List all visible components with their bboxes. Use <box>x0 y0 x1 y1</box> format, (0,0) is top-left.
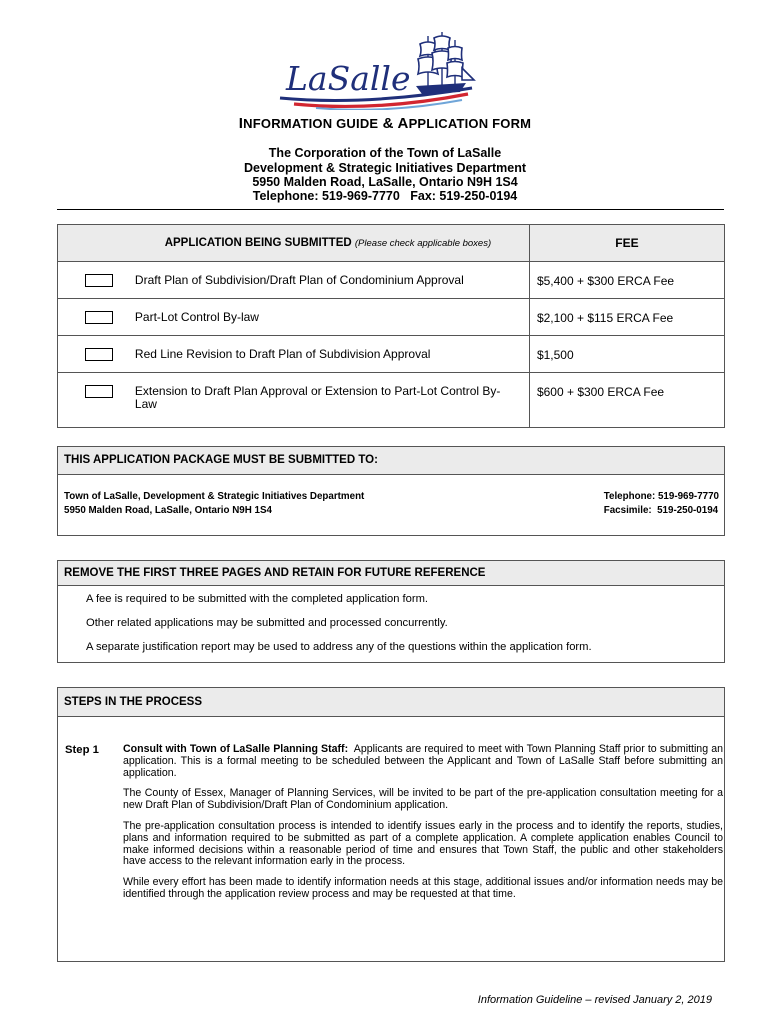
fee-value: $600 + $300 ERCA Fee <box>536 385 665 399</box>
submission-address: Town of LaSalle, Development & Strategic Initiatives Department 5950 Malden Road, LaSalle, Ontario N9H 1S4 <box>64 491 365 516</box>
step-paragraph: While every effort has been made to identify information needs at this stage, additional issues and/or information needs may be identified through the application review process and may be requested at that time. <box>123 876 723 900</box>
step-paragraph: The pre-application consultation process is intended to identify issues early in the process and to identify the reports, studies, plans and information required to be submitted as part of a complete application. A complete application enables Council to make informed decisions within a reasonable period of time and ensures that Town Staff, the public and other stakeholders have access to the relevant information early in the process. <box>123 819 723 868</box>
org-address: 5950 Malden Road, LaSalle, Ontario N9H 1S4 <box>252 175 518 189</box>
header-divider <box>57 209 724 210</box>
steps-box <box>57 687 725 962</box>
document-title: INFORMATION GUIDE & APPLICATION FORM <box>238 115 532 132</box>
header-fee: FEE <box>529 225 724 262</box>
org-department: Development & Strategic Initiatives Department <box>243 161 527 175</box>
application-type: Extension to Draft Plan Approval or Extension to Part-Lot Control By-Law <box>134 384 501 411</box>
fee-table-header <box>58 225 725 262</box>
logo-text: LaSalle <box>286 59 411 98</box>
application-type: Draft Plan of Subdivision/Draft Plan of Condominium Approval <box>134 273 464 287</box>
submission-heading: THIS APPLICATION PACKAGE MUST BE SUBMITTED TO: <box>58 447 724 475</box>
org-name: The Corporation of the Town of LaSalle <box>268 146 502 160</box>
step-1-body: Consult with Town of LaSalle Planning Staff: Applicants are required to meet with Town Planning Staff prior to submitting an application. This is a formal meeting to be scheduled between the Applicant and Town of LaSalle Staff before submitting an application. The County of Essex, Manager of Planning Services, will be invited to be part of the pre-application consultation meeting for a new Draft Plan of Subdivision/Draft Plan of Condominium application. The pre-application consultation process is intended to identify issues early in the process and to identify the reports, studies, plans and information required to be submitted as part of a complete application. A complete application enables Council to make informed decisions within a reasonable period of time and ensures that Town Staff, the public and other stakeholders have access to the relevant information early in the process. While every effort has been made to identify information needs at this stage, additional issues and/or information needs may be identified through the application review process and may be requested at that time. <box>123 743 723 900</box>
table-row <box>58 299 725 336</box>
application-type: Red Line Revision to Draft Plan of Subdivision Approval <box>134 347 431 361</box>
checkbox-part-lot[interactable] <box>85 311 113 324</box>
notice-line: Other related applications may be submitted and processed concurrently. <box>86 617 448 629</box>
lasalle-logo <box>276 28 476 110</box>
retain-heading: REMOVE THE FIRST THREE PAGES AND RETAIN FOR FUTURE REFERENCE <box>58 561 724 586</box>
steps-heading: STEPS IN THE PROCESS <box>58 688 724 717</box>
fee-table <box>57 224 725 428</box>
retain-notice-box <box>57 560 725 663</box>
checkbox-draft-plan[interactable] <box>85 274 113 287</box>
footer-revision: Information Guideline – revised January 2, 2019 <box>477 994 712 1006</box>
submission-contact: Telephone: 519-969-7770 Facsimile: 519-250-0194 <box>603 491 719 516</box>
fee-value: $1,500 <box>536 348 574 362</box>
org-contact: Telephone: 519-969-7770 Fax: 519-250-0194 <box>252 189 518 203</box>
table-row <box>58 373 725 428</box>
step-title: Consult with Town of LaSalle Planning Staff: <box>123 743 349 755</box>
table-row <box>58 262 725 299</box>
checkbox-extension[interactable] <box>85 385 113 398</box>
step-paragraph: The County of Essex, Manager of Planning Services, will be invited to be part of the pre-application consultation meeting for a new Draft Plan of Subdivision/Draft Plan of Condominium application. <box>123 787 723 812</box>
notice-line: A fee is required to be submitted with the completed application form. <box>86 593 429 605</box>
step-label: Step 1 <box>65 744 99 756</box>
header-application: APPLICATION BEING SUBMITTED (Please check applicable boxes) <box>127 225 530 262</box>
application-type: Part-Lot Control By-law <box>134 310 259 324</box>
notice-line: A separate justification report may be used to address any of the questions within the application form. <box>86 641 592 653</box>
submission-box <box>57 446 725 536</box>
checkbox-red-line[interactable] <box>85 348 113 361</box>
fee-value: $5,400 + $300 ERCA Fee <box>536 274 675 288</box>
fee-value: $2,100 + $115 ERCA Fee <box>536 311 674 325</box>
table-row <box>58 336 725 373</box>
